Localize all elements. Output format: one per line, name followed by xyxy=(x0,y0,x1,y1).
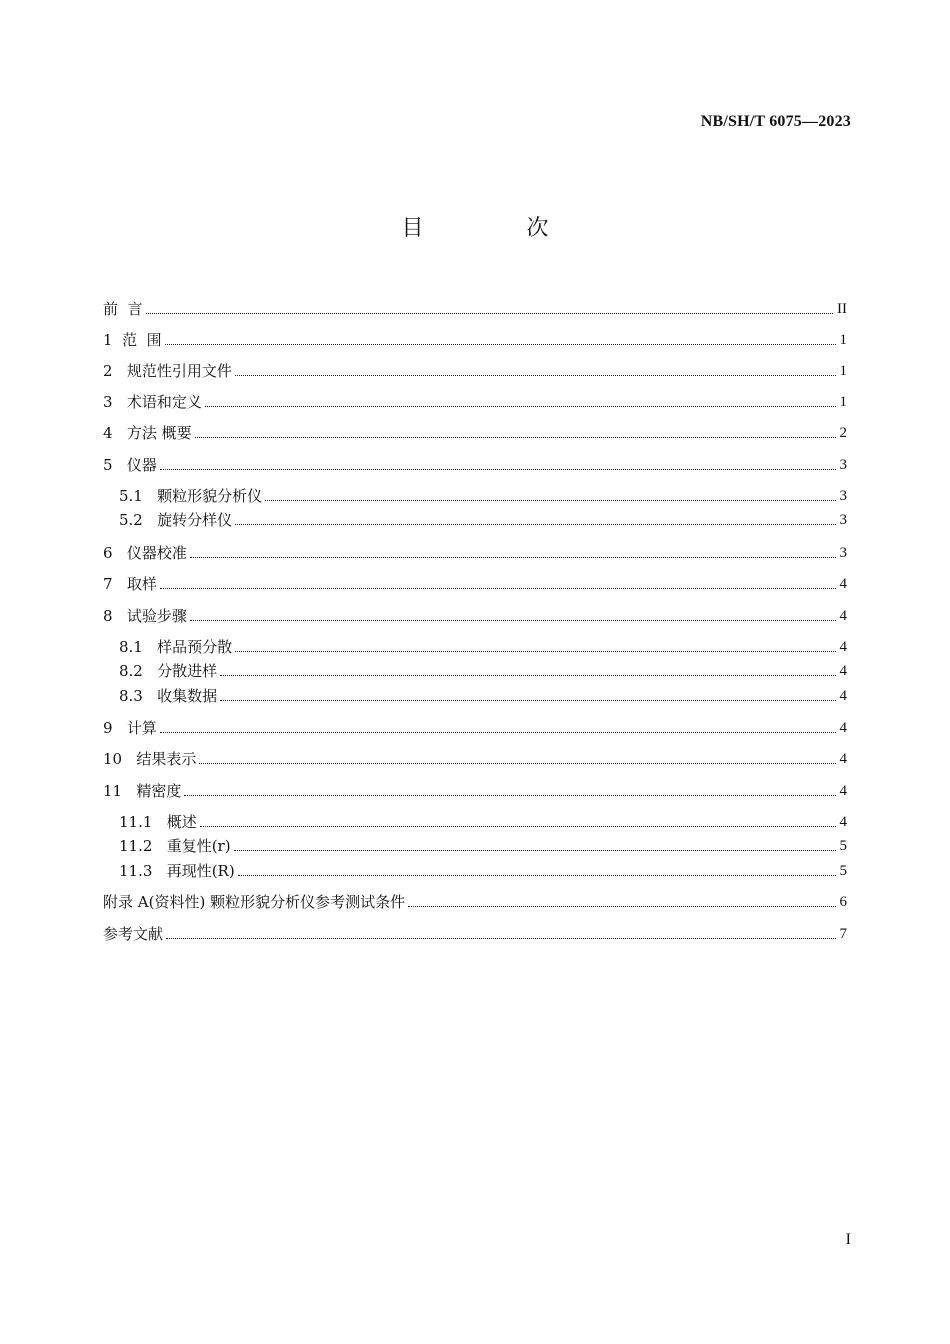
toc-entry xyxy=(103,779,847,801)
toc-entry xyxy=(119,508,847,530)
toc-entry xyxy=(119,659,847,681)
toc-dot-leader xyxy=(235,524,835,525)
toc-dot-leader xyxy=(235,651,835,652)
toc-entry-page: 2 xyxy=(839,425,847,441)
toc-dot-leader xyxy=(160,469,836,470)
toc-dot-leader xyxy=(238,875,836,876)
toc-entry-label: 8.1 样品预分散 xyxy=(119,638,233,656)
toc-dot-leader xyxy=(408,906,835,907)
toc-dot-leader xyxy=(160,588,836,589)
toc-entry xyxy=(103,922,847,944)
toc-entry-label: 11 精密度 xyxy=(103,782,182,800)
standard-code: NB/SH/T 6075—2023 xyxy=(700,113,851,130)
toc-entry-label: 11.3 再现性(R) xyxy=(119,862,235,880)
toc-entry xyxy=(103,604,847,626)
toc-entry xyxy=(103,390,847,412)
toc-entry-label: 前 言 xyxy=(103,300,143,318)
toc-entry-page: 7 xyxy=(839,926,847,942)
toc-entry-label: 6 仪器校准 xyxy=(103,544,187,562)
toc-dot-leader xyxy=(184,795,835,796)
toc-dot-leader xyxy=(190,557,836,558)
toc-entry-label: 2 规范性引用文件 xyxy=(103,362,232,380)
toc-entry-page: 1 xyxy=(839,394,847,410)
toc-entry-page: 6 xyxy=(839,894,847,910)
toc-entry-label: 5.1 颗粒形貌分析仪 xyxy=(119,487,263,505)
toc-entry-label: 9 计算 xyxy=(103,719,157,737)
toc-entry-page: 4 xyxy=(839,751,847,767)
toc-entry-page: 3 xyxy=(839,545,847,561)
toc-entry xyxy=(103,890,847,912)
toc-dot-leader xyxy=(200,826,836,827)
toc-entry-label: 1 范 围 xyxy=(103,331,162,349)
toc-dot-leader xyxy=(199,763,835,764)
toc-dot-leader xyxy=(220,700,835,701)
toc-dot-leader xyxy=(195,437,836,438)
toc-entry-page: 5 xyxy=(839,838,847,854)
toc-entry xyxy=(103,716,847,738)
toc-entry-label: 附录 A(资料性) 颗粒形貌分析仪参考测试条件 xyxy=(103,893,406,911)
toc-entry-page: 4 xyxy=(839,814,847,830)
toc-dot-leader xyxy=(165,344,836,345)
toc-entry xyxy=(103,572,847,594)
toc-entry xyxy=(103,328,847,350)
toc-dot-leader xyxy=(160,732,836,733)
toc-entry-label: 8.3 收集数据 xyxy=(119,687,218,705)
toc-entry xyxy=(103,541,847,563)
toc-dot-leader xyxy=(234,850,836,851)
toc-entry xyxy=(119,834,847,856)
toc-entry-page: 4 xyxy=(839,688,847,704)
toc-entry-page: 4 xyxy=(839,720,847,736)
toc-entry-page: 4 xyxy=(839,783,847,799)
toc-entry xyxy=(119,484,847,506)
toc-entry-label: 10 结果表示 xyxy=(103,750,197,768)
toc-entry xyxy=(103,453,847,475)
toc-entry-page: 4 xyxy=(839,608,847,624)
toc-entry-label: 3 术语和定义 xyxy=(103,393,202,411)
toc-entry xyxy=(119,684,847,706)
toc-dot-leader xyxy=(235,375,836,376)
toc-entry xyxy=(103,747,847,769)
toc-dot-leader xyxy=(265,500,835,501)
toc-entry xyxy=(103,297,847,319)
toc-entry xyxy=(119,859,847,881)
toc-entry-page: 4 xyxy=(839,663,847,679)
page-number: I xyxy=(845,1231,851,1248)
toc-dot-leader xyxy=(146,313,833,314)
toc-dot-leader xyxy=(166,938,835,939)
toc-entry-label: 参考文献 xyxy=(103,925,164,943)
toc-entry-label: 8 试验步骤 xyxy=(103,607,187,625)
toc-entry xyxy=(103,359,847,381)
toc-entry-page: 1 xyxy=(839,363,847,379)
toc-entry xyxy=(103,421,847,443)
toc-entry-page: 5 xyxy=(839,863,847,879)
toc-entry-label: 5 仪器 xyxy=(103,456,157,474)
toc-entry-label: 8.2 分散进样 xyxy=(119,662,218,680)
toc-entry-page: 3 xyxy=(839,488,847,504)
toc-entry-page: 4 xyxy=(839,576,847,592)
toc-dot-leader xyxy=(205,406,836,407)
toc-entry-page: II xyxy=(837,301,847,317)
toc-title: 目 次 xyxy=(401,216,597,241)
toc-entry xyxy=(119,635,847,657)
toc-entry-label: 5.2 旋转分样仪 xyxy=(119,511,233,529)
toc-entry-label: 4 方法 概要 xyxy=(103,424,192,442)
toc-entry-page: 3 xyxy=(839,457,847,473)
toc-entry-page: 4 xyxy=(839,639,847,655)
toc-entry-label: 7 取样 xyxy=(103,575,157,593)
toc-entry xyxy=(119,810,847,832)
toc-dot-leader xyxy=(220,675,835,676)
toc-entry-label: 11.1 概述 xyxy=(119,813,197,831)
toc-dot-leader xyxy=(190,620,836,621)
toc-entry-label: 11.2 重复性(r) xyxy=(119,837,231,855)
toc-entry-page: 3 xyxy=(839,512,847,528)
toc-entry-page: 1 xyxy=(839,332,847,348)
